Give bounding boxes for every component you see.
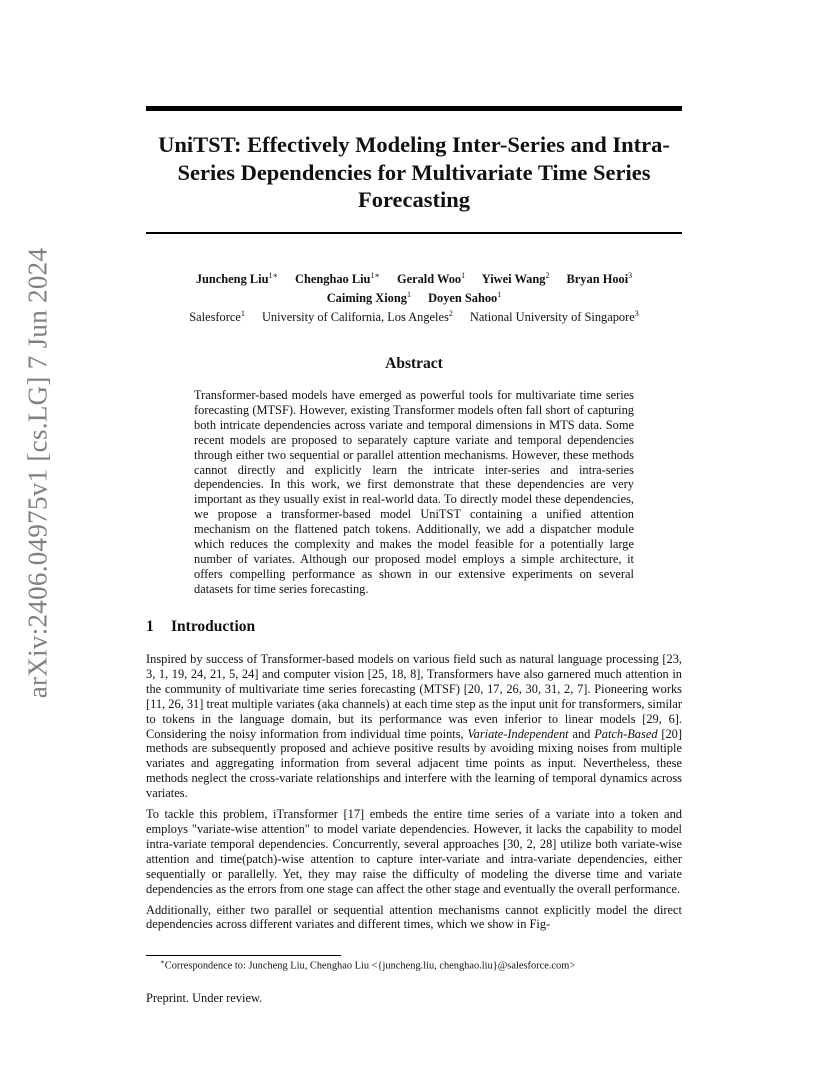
affiliation-mark: 2 xyxy=(448,309,453,319)
section-number: 1 xyxy=(146,618,154,635)
author-name: Chenghao Liu xyxy=(295,272,371,287)
author-name: Juncheng Liu xyxy=(195,272,269,287)
author-affiliation-mark: 1 xyxy=(406,290,411,300)
author-name: Caiming Xiong xyxy=(326,291,407,306)
abstract-text: Transformer-based models have emerged as powerful tools for multivariate time series forecasting (MTSF). However, existing Transformer models often fall short of capturing both intricate dependencies across variate and temporal dimensions in MTS data. Some recent models are proposed to separately capture variate and temporal dependencies through either two sequential or parallel attention mechanisms. However, these methods cannot directly and explicitly learn the intricate inter-series and intra-series dependencies. In this work, we first demonstrate that these dependencies are very important as they usually exist in real-world data. To directly model these dependencies, we propose a transformer-based model UniTST containing a unified attention mechanism on the flattened patch tokens. Additionally, we add a dispatcher module which reduces the complexity and makes the model feasible for a potentially large number of variates. Although our proposed model employs a simple architecture, it offers compelling performance as shown in our extensive experiments on several datasets for time series forecasting. xyxy=(194,388,634,596)
author-name: Doyen Sahoo xyxy=(428,291,498,306)
author-affiliation-mark: 1∗ xyxy=(268,271,278,280)
paragraph: To tackle this problem, iTransformer [17] embeds the entire time series of a variate into a token and employs "variate-wise attention" to model variate dependencies. However, it lacks the capability to model intra-variate temporal dependencies. Concurrently, several approaches [30, 2, 28] utilize both variate-wise attention and time(patch)-wise attention to capture inter-variate and intra-variate dependencies, either sequentially or parallelly. Yet, they may raise the difficulty of modeling the diverse time and variate dependencies as the errors from one stage can affect the other stage and eventually the overall performance. xyxy=(146,807,682,896)
author-name: Gerald Woo xyxy=(396,272,462,287)
preprint-note: Preprint. Under review. xyxy=(146,991,263,1005)
affiliation-mark: 1 xyxy=(240,309,245,319)
title-bottom-rule xyxy=(146,232,682,234)
title-top-rule xyxy=(146,106,682,111)
section-heading xyxy=(146,618,255,636)
affiliation: National University of Singapore xyxy=(469,310,635,325)
author-names-line2 xyxy=(146,287,682,306)
author-affiliation-mark: 1 xyxy=(497,290,502,300)
author-block xyxy=(146,268,682,325)
footnote-text: Correspondence to: Juncheng Liu, Chenghao Liu <{juncheng.liu, chenghao.liu}@salesforce.com> xyxy=(164,960,576,972)
author-name: Yiwei Wang xyxy=(481,272,546,287)
author-names-line1 xyxy=(146,268,682,287)
emphasis-text: Variate-Independent xyxy=(467,726,569,741)
paragraph-text: Inspired by success of Transformer-based models on various field such as natural language processing [23, 3, 1, 19, 24, 21, 5, 24] and computer vision [25, 18, 8], Transformers have also garnered much attention in the community of multivariate time series forecasting (MTSF) [20, 17, 26, 30, 31, 2, 7]. Pioneering works [11, 26, 31] treat multiple variates (aka channels) at each time step as the input unit for transformers, similar to tokens in the language domain, but its performance was even inferior to linear models [29, 6]. Considering the noisy information from individual time points, xyxy=(146,652,682,741)
footnote-mark: ∗ xyxy=(160,958,165,966)
author-affiliation-mark: 1 xyxy=(461,271,466,280)
abstract-heading: Abstract xyxy=(385,355,443,372)
paper-title: UniTST: Effectively Modeling Inter-Series and Intra-Series Dependencies for Multivariate Time Series Forecasting xyxy=(158,132,670,212)
author-name: Bryan Hooi xyxy=(566,272,629,287)
arxiv-identifier: arXiv:2406.04975v1 [cs.LG] 7 Jun 2024 xyxy=(22,247,53,699)
paragraph xyxy=(146,652,682,801)
affiliation: University of California, Los Angeles xyxy=(261,310,449,325)
paragraph: Additionally, either two parallel or sequential attention mechanisms cannot explicitly model the direct dependencies across different variates and different times, which we show in Fig- xyxy=(146,902,682,932)
author-affiliation-mark: 3 xyxy=(628,271,633,280)
paragraph-text: [20] methods are subsequently proposed and achieve positive results by avoiding mixing noises from multiple variates and aggregating information from several adjacent time points as input. Nevertheless, these methods neglect the cross-variate relationships and interfere with the learning of temporal dynamics across variates. xyxy=(146,726,682,801)
affiliations-line xyxy=(146,306,682,325)
author-affiliation-mark: 1∗ xyxy=(370,271,380,280)
affiliation-mark: 3 xyxy=(634,309,639,319)
introduction-body xyxy=(146,652,682,938)
paragraph-text: and xyxy=(568,726,595,741)
author-affiliation-mark: 2 xyxy=(545,271,550,280)
emphasis-text: Patch-Based xyxy=(594,726,658,741)
section-title: Introduction xyxy=(171,618,256,635)
footnote xyxy=(160,956,575,972)
affiliation: Salesforce xyxy=(189,310,241,325)
